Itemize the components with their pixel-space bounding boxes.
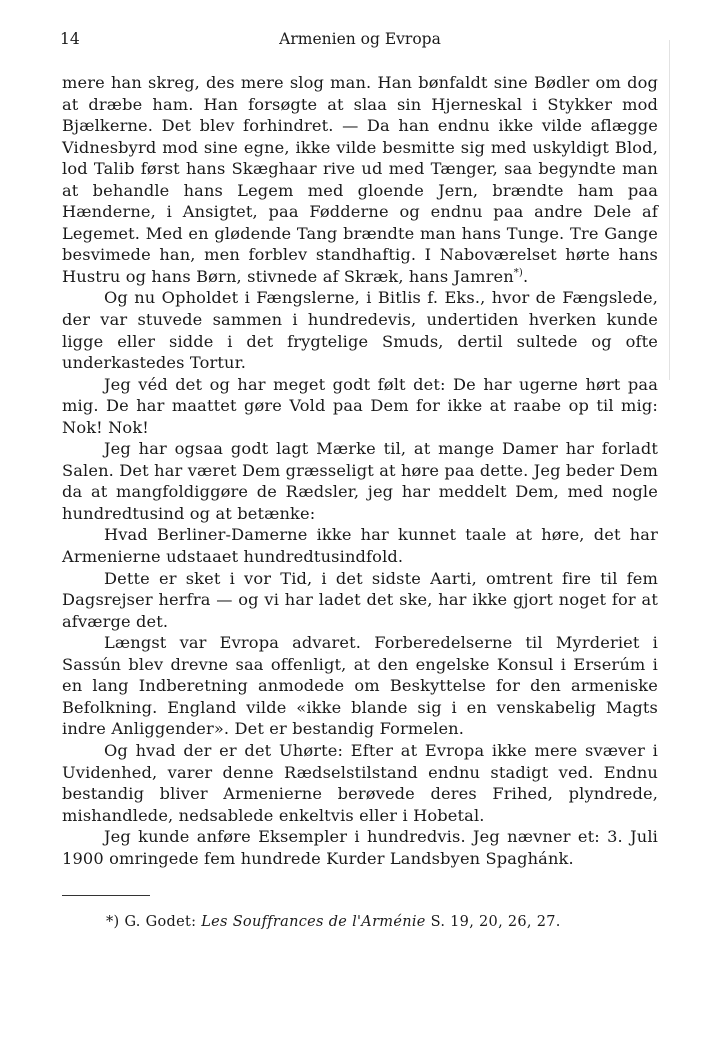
- paragraph-7: Længst var Evropa advaret. Forberedelserne til Myrderiet i Sassún blev drevne saa offenligt, at den engelske Konsul i Erserúm i en lang Indberetning anmodede om Beskyttelse for den armeniske Befolkning. England vilde «ikke blande sig i en venskabelig Magts indre Anliggender». Det er bestandig Formelen.: [62, 633, 658, 739]
- page-header: [62, 30, 658, 54]
- paragraph-2: Og nu Opholdet i Fængslerne, i Bitlis f. Eks., hvor de Fængslede, der var stuvede sammen i hundredevis, undertiden hverken kunde ligge eller sidde i det frygtelige Smuds, dertil sultede og ofte underkastedes Tortur.: [62, 288, 658, 373]
- footnote-reference[interactable]: *): [513, 267, 523, 279]
- paragraph-9: Jeg kunde anføre Eksempler i hundredvis. Jeg nævner et: 3. Juli 1900 omringede fem hundrede Kurder Landsbyen Spaghánk.: [62, 827, 658, 868]
- footnote-author: G. Godet:: [124, 914, 197, 931]
- paragraph-8: Og hvad der er det Uhørte: Efter at Evropa ikke mere svæver i Uvidenhed, varer denne Rædselstilstand endnu stadigt ved. Endnu bestandig bliver Armenierne berøvede deres Frihed, plyndrede, mishandlede, nedsablede enkeltvis eller i Hobetal.: [62, 740, 658, 825]
- body-text: [62, 72, 658, 869]
- paragraph-1: mere han skreg, des mere slog man. Han bønfaldt sine Bødler om dog at dræbe ham. Han forsøgte at slaa sin Hjerneskal i Stykker mod Bjælkerne. Det blev forhindret. — Da han endnu ikke vilde aflægge Vidnesbyrd mod sine egne, ikke vilde besmitte sig med uskyldigt Blod, lod Talib først hans Skæghaar rive ud med Tænger, saa begyndte man at behandle hans Legem med gloende Jern, brændte ham paa Hænderne, i Ansigtet, paa Fødderne og endnu paa andre Dele af Legemet. Med en glødende Tang brændte man hans Tunge. Tre Gange besvimede han, men forblev standhaftig. I Naboværelset hørte hans Hustru og hans Børn, stivnede af Skræk, hans Jamren*).: [62, 73, 658, 286]
- running-title: Armenien og Evropa: [279, 30, 441, 48]
- footnote-marker: *): [106, 914, 120, 931]
- document-page: [62, 30, 658, 930]
- page-number: 14: [60, 30, 80, 48]
- page-edge-shadow: [669, 40, 670, 380]
- footnote-title: Les Souffrances de l'Arménie: [201, 914, 426, 931]
- paragraph-4: Jeg har ogsaa godt lagt Mærke til, at mange Damer har forladt Salen. Det har været Dem græsseligt at høre paa dette. Jeg beder Dem da at mangfoldiggøre de Rædsler, jeg har meddelt Dem, med nogle hundredtusind og at betænke:: [62, 439, 658, 523]
- footnote: [62, 914, 658, 930]
- paragraph-3: Jeg véd det og har meget godt følt det: De har ugerne hørt paa mig. De har maattet gøre Vold paa Dem for ikke at raabe op til mig: Nok! Nok!: [62, 374, 658, 437]
- footnote-divider: [62, 895, 150, 896]
- paragraph-5: Hvad Berliner-Damerne ikke har kunnet taale at høre, det har Armenierne udstaaet hundredtusindfold.: [62, 525, 658, 567]
- paragraph-6: Dette er sket i vor Tid, i det sidste Aarti, omtrent fire til fem Dagsrejser herfra — og vi har ladet det ske, har ikke gjort noget for at afværge det.: [62, 568, 658, 631]
- footnote-pages: S. 19, 20, 26, 27.: [430, 914, 561, 931]
